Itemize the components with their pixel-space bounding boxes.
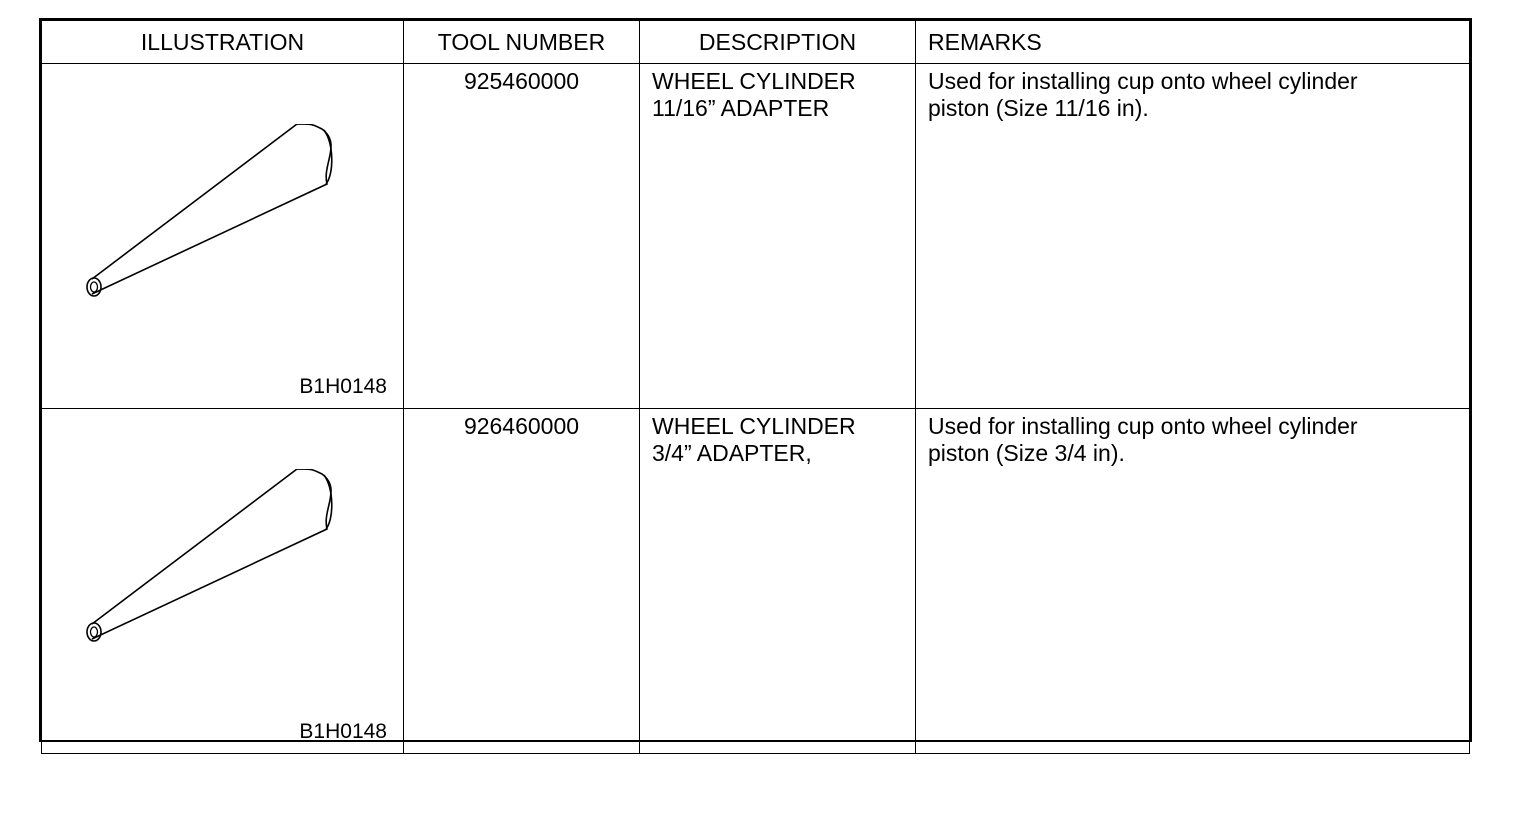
table-row bbox=[42, 64, 1470, 409]
description-line: 11/16” ADAPTER bbox=[652, 95, 830, 121]
description-line: WHEEL CYLINDER bbox=[652, 68, 856, 94]
table-header-row bbox=[42, 21, 1470, 64]
description-line: 3/4” ADAPTER, bbox=[652, 440, 812, 466]
table-row bbox=[42, 409, 1470, 754]
description-line: WHEEL CYLINDER bbox=[652, 413, 856, 439]
remarks-cell bbox=[916, 64, 1470, 409]
remarks-cell bbox=[916, 409, 1470, 754]
header-illustration: ILLUSTRATION bbox=[42, 21, 404, 64]
description-cell bbox=[640, 409, 916, 754]
illustration-cell bbox=[42, 64, 404, 409]
tool-number-cell: 925460000 bbox=[404, 64, 640, 409]
remarks-line: Used for installing cup onto wheel cylinder bbox=[928, 68, 1358, 94]
tapered-adapter-icon bbox=[72, 124, 372, 324]
header-description: DESCRIPTION bbox=[640, 21, 916, 64]
figure-code: B1H0148 bbox=[299, 375, 387, 398]
header-remarks: REMARKS bbox=[916, 21, 1470, 64]
header-tool-number: TOOL NUMBER bbox=[404, 21, 640, 64]
description-cell bbox=[640, 64, 916, 409]
special-tools-table bbox=[41, 20, 1470, 754]
illustration-cell bbox=[42, 409, 404, 754]
remarks-line: piston (Size 11/16 in). bbox=[928, 95, 1149, 121]
tool-number-cell: 926460000 bbox=[404, 409, 640, 754]
tool-table-frame bbox=[39, 18, 1472, 742]
figure-code: B1H0148 bbox=[299, 720, 387, 743]
remarks-line: piston (Size 3/4 in). bbox=[928, 440, 1125, 466]
tapered-adapter-icon bbox=[72, 469, 372, 669]
remarks-line: Used for installing cup onto wheel cylinder bbox=[928, 413, 1358, 439]
